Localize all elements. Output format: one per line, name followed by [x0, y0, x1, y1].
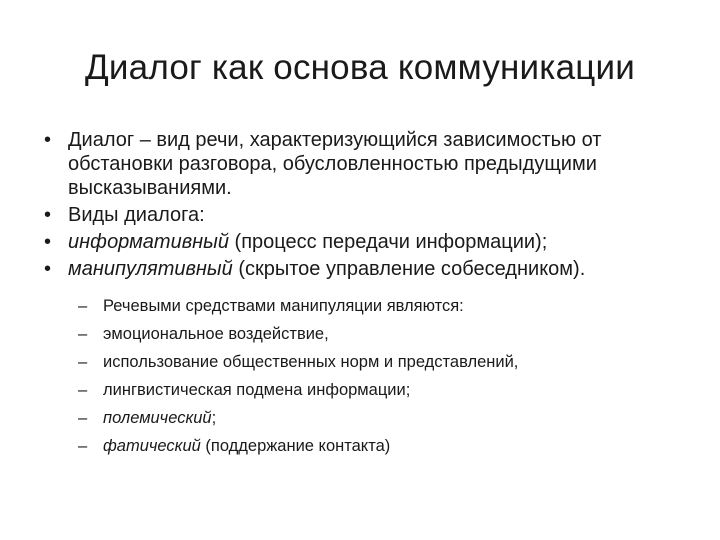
dash-icon: –	[78, 381, 88, 399]
sub-item-term: полемический	[103, 409, 212, 427]
bullet-term: манипулятивный	[68, 258, 233, 280]
sub-item	[78, 436, 678, 456]
dash-icon: –	[78, 437, 88, 455]
sub-item	[78, 380, 678, 400]
sub-item-text: эмоциональное воздействие,	[103, 325, 329, 343]
bullet-text: (процесс передачи информации);	[229, 231, 548, 253]
bullet-text: Диалог – вид речи, характеризующийся зависимостью от обстановки разговора, обусловленностью предыдущими высказываниями.	[68, 129, 602, 199]
sub-item-text: лингвистическая подмена информации;	[103, 381, 411, 399]
bullet-item-informative	[44, 230, 694, 254]
sub-list	[78, 296, 678, 464]
bullet-list	[44, 128, 694, 284]
dash-icon: –	[78, 409, 88, 427]
dash-icon: –	[78, 353, 88, 371]
dash-icon: –	[78, 325, 88, 343]
sub-item-term: фатический	[103, 437, 201, 455]
sub-item	[78, 352, 678, 372]
bullet-item-types	[44, 203, 694, 227]
bullet-item-manipulative	[44, 257, 694, 281]
bullet-text: Виды диалога:	[68, 204, 205, 226]
sub-item	[78, 324, 678, 344]
bullet-icon: •	[44, 258, 52, 280]
sub-item-text: Речевыми средствами манипуляции являются:	[103, 297, 464, 315]
dash-icon: –	[78, 297, 88, 315]
slide-title: Диалог как основа коммуникации	[85, 48, 635, 87]
bullet-term: информативный	[68, 231, 229, 253]
sub-item-text: использование общественных норм и представлений,	[103, 353, 519, 371]
sub-item	[78, 408, 678, 428]
bullet-icon: •	[44, 129, 52, 151]
sub-item-text: ;	[211, 409, 217, 427]
bullet-item-definition	[44, 128, 694, 200]
bullet-icon: •	[44, 204, 52, 226]
sub-item-text: (поддержание контакта)	[200, 437, 391, 455]
bullet-icon: •	[44, 231, 52, 253]
sub-item	[78, 296, 678, 316]
bullet-text: (скрытое управление собеседником).	[232, 258, 586, 280]
